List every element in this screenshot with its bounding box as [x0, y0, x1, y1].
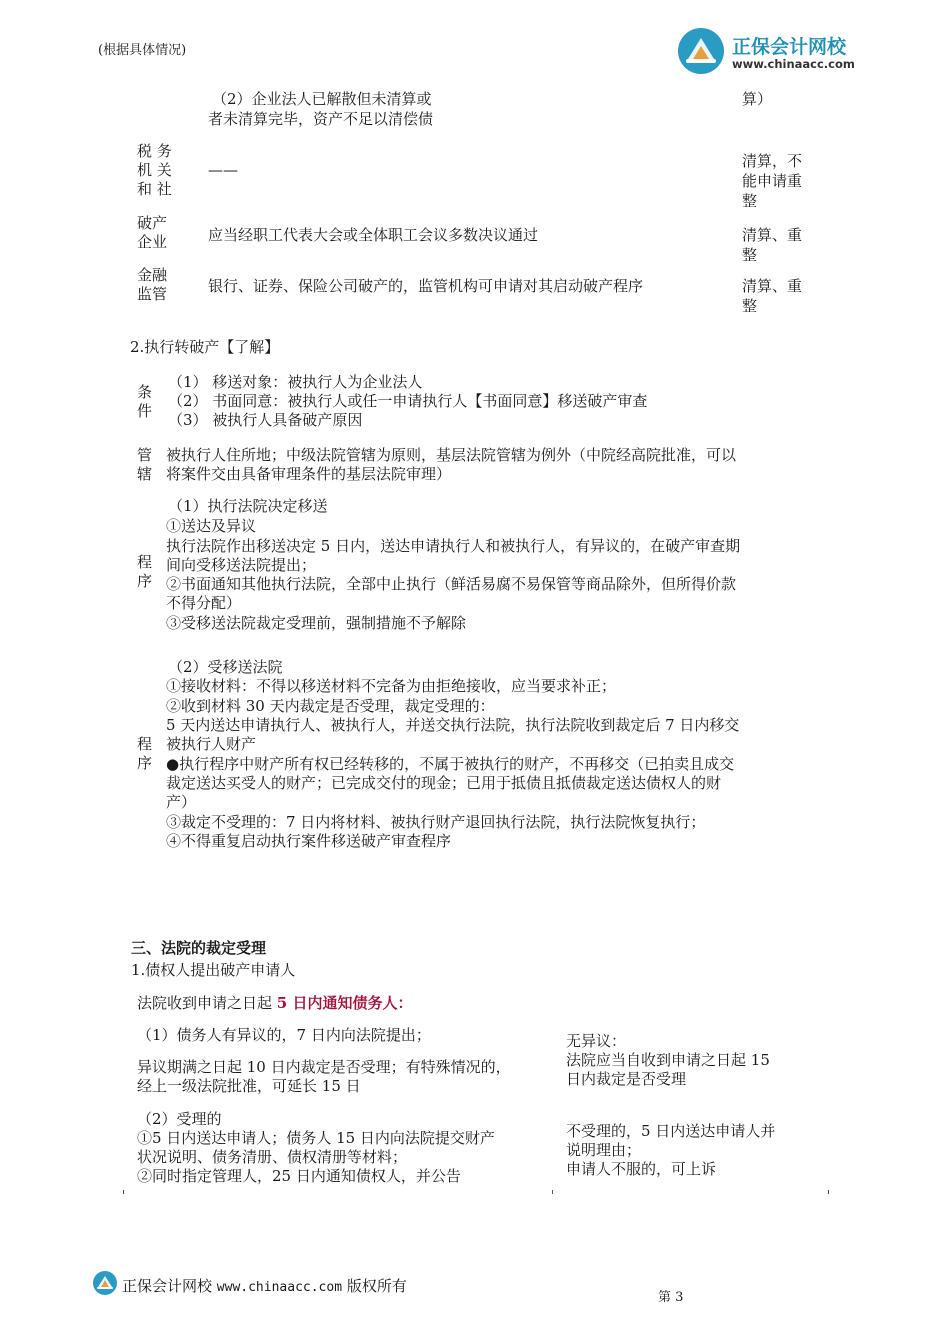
procedure2-line-10: ④不得重复启动执行案件移送破产审查程序: [166, 832, 452, 850]
finance-col1-line1: 金融: [137, 266, 168, 284]
finance-col3-line1: 清算、重: [742, 277, 803, 295]
enterprise-col2-line1: （2）企业法人已解散但未清算或: [212, 90, 432, 108]
footer-url[interactable]: www.chinaacc.com: [216, 1280, 343, 1295]
tax-col2: ——: [208, 161, 238, 179]
rejected-line3: 申请人不服的，可上诉: [566, 1160, 717, 1178]
procedure2-line-5: 被执行人财产: [166, 735, 257, 753]
tax-col1-line1: 税 务: [137, 142, 172, 160]
procedure2-label-2: 序: [137, 754, 153, 772]
no-objection-line1: 无异议：: [566, 1032, 627, 1050]
bankrupt-col2: 应当经职工代表大会或全体职工会议多数决议通过: [208, 226, 539, 244]
no-objection-line2: 法院应当自收到申请之日起 15: [566, 1051, 770, 1069]
section2-title: 2.执行转破产【了解】: [130, 338, 280, 356]
brand-logo-icon: [676, 26, 726, 76]
table-tick-mid: [552, 1190, 553, 1194]
footer-text: [122, 1275, 407, 1296]
procedure1-label-1: 程: [137, 553, 153, 571]
objection-line: （1）债务人有异议的，7 日内向法院提出；: [137, 1026, 431, 1044]
enterprise-col3: 算）: [742, 90, 773, 108]
brand-logo[interactable]: [676, 26, 866, 76]
section3-subtitle: 1.债权人提出破产申请人: [131, 961, 296, 979]
accepted-title: （2）受理的: [137, 1110, 222, 1128]
condition-item-2: （2） 书面同意：被执行人或任一申请执行人【书面同意】移送破产审查: [168, 392, 648, 410]
finance-col3-line2: 整: [742, 297, 758, 315]
procedure2-line-9: ③裁定不受理的：7 日内将材料、被执行财产退回执行法院，执行法院恢复执行；: [166, 813, 706, 831]
accepted-line3: ②同时指定管理人，25 日内通知债权人，并公告: [137, 1167, 461, 1185]
footer-logo-icon: [92, 1270, 118, 1296]
jurisdiction-label-2: 辖: [137, 465, 153, 483]
procedure1-label-2: 序: [137, 572, 153, 590]
procedure1-line-5: ②书面通知其他执行法院，全部中止执行（鲜活易腐不易保管等商品除外，但所得价款: [166, 575, 737, 593]
procedure2-line-2: ①接收材料：不得以移送材料不完备为由拒绝接收，应当要求补正；: [166, 677, 617, 695]
tax-col1-line3: 和 社: [137, 180, 172, 198]
intro-highlight: 5 日内通知债务人：: [276, 994, 413, 1012]
jurisdiction-line2: 将案件交由具备审理条件的基层法院审理）: [166, 465, 452, 483]
finance-col1-line2: 监管: [137, 285, 168, 303]
procedure2-line-3: ②收到材料 30 天内裁定是否受理，裁定受理的：: [166, 697, 495, 715]
bankrupt-col3-line2: 整: [742, 246, 758, 264]
table-tick-right: [828, 1190, 829, 1194]
top-cut-text: (根据具体情况): [98, 43, 187, 58]
review-line1: 异议期满之日起 10 日内裁定是否受理；有特殊情况的，: [137, 1058, 511, 1076]
procedure1-line-2: ①送达及异议: [166, 517, 257, 535]
finance-col2: 银行、证券、保险公司破产的，监管机构可申请对其启动破产程序: [208, 277, 644, 295]
section3-intro: 法院收到申请之日起 5 日内通知债务人：: [137, 994, 413, 1012]
bankrupt-col3-line1: 清算、重: [742, 226, 803, 244]
rejected-line2: 说明理由；: [566, 1141, 642, 1159]
condition-item-3: （3） 被执行人具备破产原因: [168, 411, 363, 429]
enterprise-col2-line2: 者未清算完毕，资产不足以清偿债: [208, 110, 434, 128]
footer-copyright: 版权所有: [346, 1277, 407, 1295]
accepted-line2: 状况说明、债务清册、债权清册等材料；: [137, 1148, 408, 1166]
review-line2: 经上一级法院批准，可延长 15 日: [137, 1077, 361, 1095]
table-tick-left: [123, 1190, 124, 1194]
accepted-line1: ①5 日内送达申请人；债务人 15 日内向法院提交财产: [137, 1129, 495, 1147]
procedure2-line-4: 5 天内送达申请执行人、被执行人，并送交执行法院，执行法院收到裁定后 7 日内移交: [166, 716, 740, 734]
procedure1-line-7: ③受移送法院裁定受理前，强制措施不予解除: [166, 614, 467, 632]
procedure2-label-1: 程: [137, 735, 153, 753]
jurisdiction-label-1: 管: [137, 446, 153, 464]
conditions-label-2: 件: [137, 402, 153, 420]
section3-title: 三、法院的裁定受理: [131, 939, 267, 957]
page-number: 第 3: [658, 1290, 684, 1305]
condition-item-1: （1） 移送对象：被执行人为企业法人: [168, 373, 423, 391]
procedure1-line-4: 间向受移送法院提出；: [166, 556, 317, 574]
no-objection-line3: 日内裁定是否受理: [566, 1070, 687, 1088]
procedure1-line-1: （1）执行法院决定移送: [168, 497, 328, 515]
procedure2-line-7: 裁定送达买受人的财产；已完成交付的现金；已用于抵债且抵债裁定送达债权人的财: [166, 774, 722, 792]
jurisdiction-line1: 被执行人住所地；中级法院管辖为原则，基层法院管辖为例外（中院经高院批准，可以: [166, 446, 737, 464]
procedure2-line-6: ●执行程序中财产所有权已经转移的，不属于被执行的财产，不再移交（已拍卖且成交: [166, 755, 735, 773]
tax-col3-line1: 清算，不: [742, 152, 803, 170]
procedure2-line-1: （2）受移送法院: [168, 658, 283, 676]
tax-col3-line3: 整: [742, 192, 758, 210]
brand-name: 正保会计网校: [732, 36, 847, 58]
bankrupt-col1-line1: 破产: [137, 214, 168, 232]
tax-col3-line2: 能申请重: [742, 172, 803, 190]
bankrupt-col1-line2: 企业: [137, 233, 168, 251]
footer-brand: 正保会计网校: [122, 1277, 213, 1295]
brand-url: www.chinaacc.com: [732, 57, 855, 71]
tax-col1-line2: 机 关: [137, 161, 172, 179]
procedure1-line-6: 不得分配）: [166, 594, 242, 612]
rejected-line1: 不受理的，5 日内送达申请人并: [566, 1122, 776, 1140]
procedure2-line-8: 产）: [166, 793, 197, 811]
conditions-label-1: 条: [137, 383, 153, 401]
procedure1-line-3: 执行法院作出移送决定 5 日内，送达申请执行人和被执行人，有异议的，在破产审查期: [166, 537, 741, 555]
